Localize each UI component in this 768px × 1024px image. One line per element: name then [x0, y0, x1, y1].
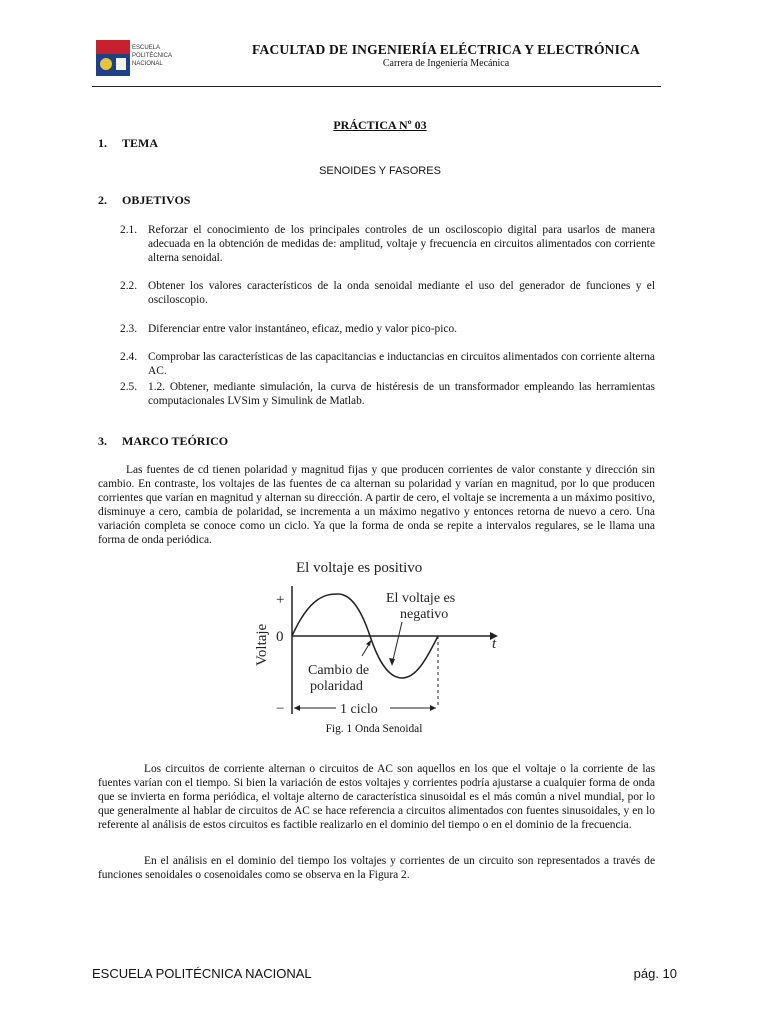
svg-text:NACIONAL: NACIONAL	[132, 61, 163, 67]
body-paragraph: En el análisis en el dominio del tiempo los voltajes y corrientes de un circuito son representados a través de funciones senoidales o cosenoidales como se observa en la Figura 2.	[98, 855, 655, 881]
topic-value: SENOIDES Y FASORES	[319, 165, 441, 177]
sine-wave-figure	[240, 556, 508, 722]
section-heading-objetivos: OBJETIVOS	[122, 193, 191, 207]
objective-number: 2.4.	[120, 351, 138, 363]
plus-label: +	[276, 592, 285, 608]
objective-number: 2.1.	[120, 224, 138, 236]
body-paragraph: Las fuentes de cd tienen polaridad y magnitud fijas y que producen corrientes de valor constante y dirección sin cambio. En contraste, los voltajes de las fuentes de ca alternan su polaridad y varían en magnitud, por lo que producen corrientes que varían en magnitud y alternan su dirección. A partir de cero, el voltaje se incrementa a un máximo positivo, disminuye a cero, cambia de polaridad, se incrementa a un máximo negativo y entonces retorna de nuevo a cero. Una variación completa se conoce como un ciclo. Ya que la forma de onda se repite a intervalos regulares, se le llama una forma de onda periódica.	[98, 464, 655, 546]
t-label: t	[492, 636, 497, 652]
faculty-title: FACULTAD DE INGENIERÍA ELÉCTRICA Y ELECTRÓNICA	[252, 42, 640, 57]
section-heading-marco: MARCO TEÓRICO	[122, 434, 229, 448]
footer-page-number: pág. 10	[633, 966, 677, 981]
section-number-objetivos: 2.	[98, 193, 107, 207]
objective-text: Diferenciar entre valor instantáneo, eficaz, medio y valor pico-pico.	[148, 323, 457, 335]
svg-text:POLITÉCNICA: POLITÉCNICA	[132, 53, 173, 59]
polarity-label-line1: Cambio de	[308, 663, 370, 678]
section-number-marco: 3.	[98, 434, 107, 448]
negative-label-line2: negativo	[400, 607, 449, 622]
negative-label-line1: El voltaje es	[386, 591, 456, 606]
zero-label: 0	[276, 629, 284, 645]
footer-institution: ESCUELA POLITÉCNICA NACIONAL	[92, 966, 312, 981]
career-subtitle: Carrera de Ingeniería Mecánica	[382, 58, 510, 69]
positive-label: El voltaje es positivo	[296, 560, 423, 576]
svg-text:ESCUELA: ESCUELA	[132, 45, 161, 51]
section-heading-tema: TEMA	[122, 136, 158, 150]
cycle-label: 1 ciclo	[340, 702, 378, 717]
university-logo	[94, 36, 176, 80]
practice-title: PRÁCTICA Nº 03	[333, 118, 427, 132]
figure-caption: Fig. 1 Onda Senoidal	[325, 723, 423, 735]
objective-text: Reforzar el conocimiento de los principales controles de un osciloscopio digital para usarlos de manera adecuada en la obtención de medidas de: amplitud, voltaje y frecuencia en circuitos alimentados con corriente alterna senoidal.	[148, 224, 655, 264]
objective-number: 2.5.	[120, 381, 138, 393]
minus-label: −	[276, 701, 285, 717]
objective-text: 1.2. Obtener, mediante simulación, la curva de histéresis de un transformador empleando las herramientas computacionales LVSim y Simulink de Matlab.	[148, 381, 655, 407]
objective-number: 2.2.	[120, 280, 138, 292]
polarity-label-line2: polaridad	[310, 679, 363, 694]
section-number-tema: 1.	[98, 136, 107, 150]
body-paragraph: Los circuitos de corriente alternan o circuitos de AC son aquellos en los que el voltaje o la corriente de las fuentes varían con el tiempo. Si bien la variación de estos voltajes y corrientes podría ajustarse a cualquier forma de onda que se invierta en forma periódica, el voltaje alterno de característica sinusoidal es el más común a nivel mundial, por lo que generalmente al hablar de circuitos de AC se hace referencia a circuitos alimentados con fuentes sinusoidales, y en lo referente al análisis de estos circuitos es factible realizarlo en el dominio del tiempo o en el dominio de la frecuencia.	[98, 763, 655, 831]
y-axis-label: Voltaje	[254, 623, 270, 666]
objective-text: Comprobar las características de las capacitancias e inductancias en circuitos alimentados con corriente alterna AC.	[148, 351, 655, 377]
header-divider	[92, 86, 661, 87]
objective-number: 2.3.	[120, 323, 138, 335]
objective-text: Obtener los valores característicos de la onda senoidal mediante el uso del generador de funciones y el osciloscopio.	[148, 280, 655, 306]
